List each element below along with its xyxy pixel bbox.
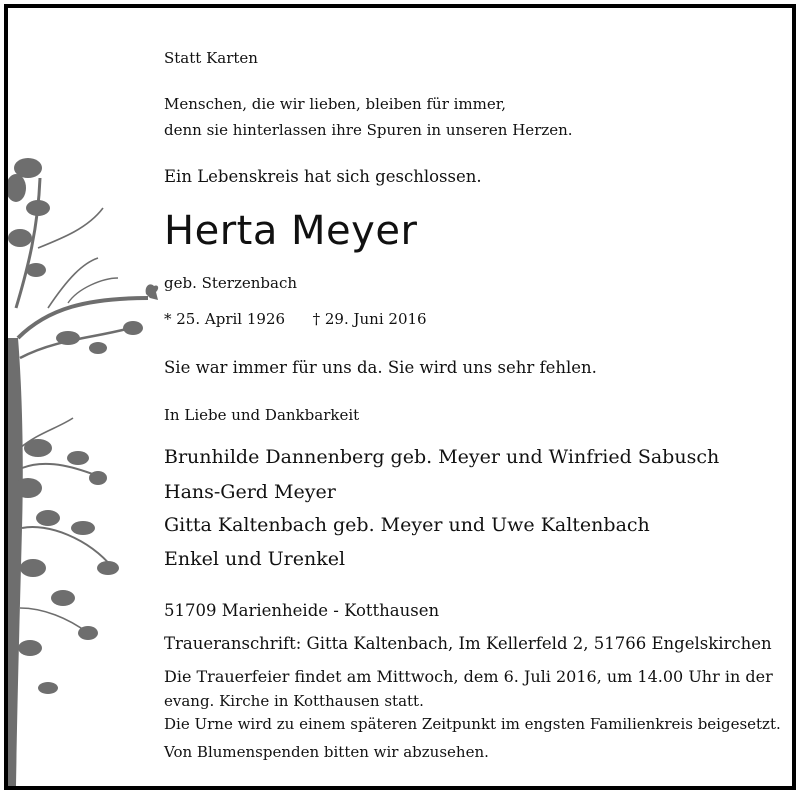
ceremony-line-1: Die Trauerfeier findet am Mittwoch, dem 6. Juli 2016, um 14.00 Uhr in der [164,667,773,686]
deceased-name: Herta Meyer [164,208,418,254]
birth-name: geb. Sterzenbach [164,274,298,292]
notice-header: Statt Karten [164,49,258,67]
birth-date: * 25. April 1926 [164,310,286,328]
mourner-1: Brunhilde Dannenberg geb. Meyer und Winfried Sabusch [164,446,720,468]
death-date: † 29. Juni 2016 [312,310,427,328]
ceremony-line-2: evang. Kirche in Kotthausen statt. [164,692,424,710]
location-line: 51709 Marienheide - Kotthausen [164,601,440,620]
urn-line: Die Urne wird zu einem späteren Zeitpunkt im engsten Familienkreis beigesetzt. [164,715,781,733]
quote-line-2: denn sie hinterlassen ihre Spuren in unseren Herzen. [164,121,573,139]
tree-silhouette-icon [8,8,168,786]
life-dates [164,310,427,328]
obituary-notice [4,4,796,790]
quote-line-1: Menschen, die wir lieben, bleiben für immer, [164,95,507,113]
gratitude-line: In Liebe und Dankbarkeit [164,406,360,424]
circle-line: Ein Lebenskreis hat sich geschlossen. [164,167,482,186]
tribute-line: Sie war immer für uns da. Sie wird uns sehr fehlen. [164,358,597,377]
mourner-3: Gitta Kaltenbach geb. Meyer und Uwe Kaltenbach [164,514,650,536]
mourner-4: Enkel und Urenkel [164,548,346,570]
address-line: Traueranschrift: Gitta Kaltenbach, Im Kellerfeld 2, 51766 Engelskirchen [164,634,772,653]
mourner-2: Hans-Gerd Meyer [164,481,336,503]
flowers-line: Von Blumenspenden bitten wir abzusehen. [164,743,489,761]
